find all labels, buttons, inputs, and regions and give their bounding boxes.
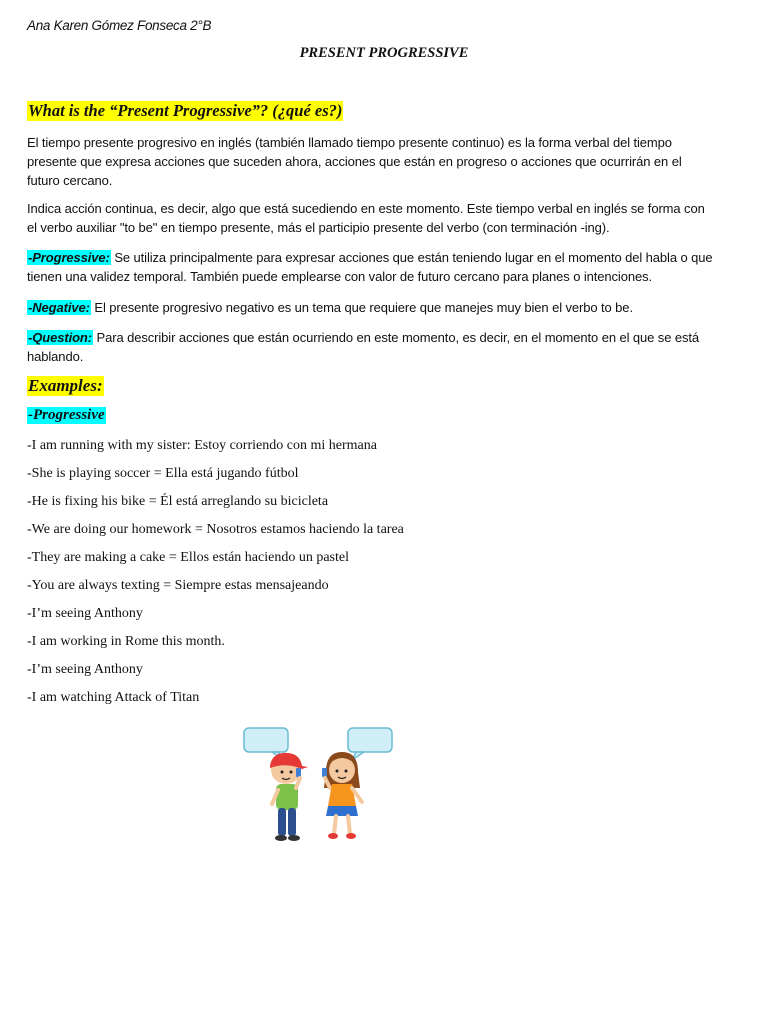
list-item: -He is fixing his bike = Él está arreglando su bicicleta <box>27 494 329 509</box>
definition-text: Se utiliza principalmente para expresar acciones que están teniendo lugar en el momento del habla o que tienen una validez temporal. También puede emplearse con valor de futuro cercano para planes o intenciones. <box>27 250 713 284</box>
speech-bubble-right-icon <box>348 728 392 760</box>
progressive-subheading: -Progressive <box>28 407 105 423</box>
definition-progressive <box>27 248 717 286</box>
list-item: -I am running with my sister: Estoy corriendo con mi hermana <box>27 438 377 453</box>
definition-negative <box>27 298 717 317</box>
list-item: -We are doing our homework = Nosotros estamos haciendo la tarea <box>27 522 404 537</box>
paragraph-usage: Indica acción continua, es decir, algo que está sucediendo en este momento. Este tiempo verbal en inglés se forma con el verbo auxiliar "to be" en tiempo presente, más el participio presente del verbo (con terminación -ing). <box>27 201 705 235</box>
examples-heading: Examples: <box>28 376 103 395</box>
page-title: PRESENT PROGRESSIVE <box>299 45 469 61</box>
list-item: -She is playing soccer = Ella está jugando fútbol <box>27 466 299 481</box>
examples-list <box>27 436 404 716</box>
definition-term: -Negative: <box>28 300 90 315</box>
girl-figure-icon <box>322 752 362 839</box>
list-item: -They are making a cake = Ellos están haciendo un pastel <box>27 550 349 565</box>
boy-figure-icon <box>270 753 308 841</box>
section-heading: What is the “Present Progressive”? (¿qué es?) <box>28 101 343 120</box>
list-item: -I’m seeing Anthony <box>27 662 143 677</box>
list-item: -I am watching Attack of Titan <box>27 690 200 705</box>
author-line: Ana Karen Gómez Fonseca 2°B <box>27 18 212 33</box>
definition-question <box>27 328 717 366</box>
definition-text: El presente progresivo negativo es un tema que requiere que manejes muy bien el verbo to be. <box>94 300 633 315</box>
list-item: -I am working in Rome this month. <box>27 634 225 649</box>
paragraph-intro: El tiempo presente progresivo en inglés (también llamado tiempo presente continuo) es la forma verbal del tiempo presente que expresa acciones que suceden ahora, acciones que están en progreso o acciones que ocurrirán en el futuro cercano. <box>27 135 682 188</box>
kids-on-phone-illustration <box>238 722 398 844</box>
definition-term: -Progressive: <box>28 250 110 265</box>
definition-term: -Question: <box>28 330 92 345</box>
list-item: -You are always texting = Siempre estas mensajeando <box>27 578 329 593</box>
definition-text: Para describir acciones que están ocurriendo en este momento, es decir, en el momento en el que se está hablando. <box>27 330 700 364</box>
list-item: -I’m seeing Anthony <box>27 606 143 621</box>
